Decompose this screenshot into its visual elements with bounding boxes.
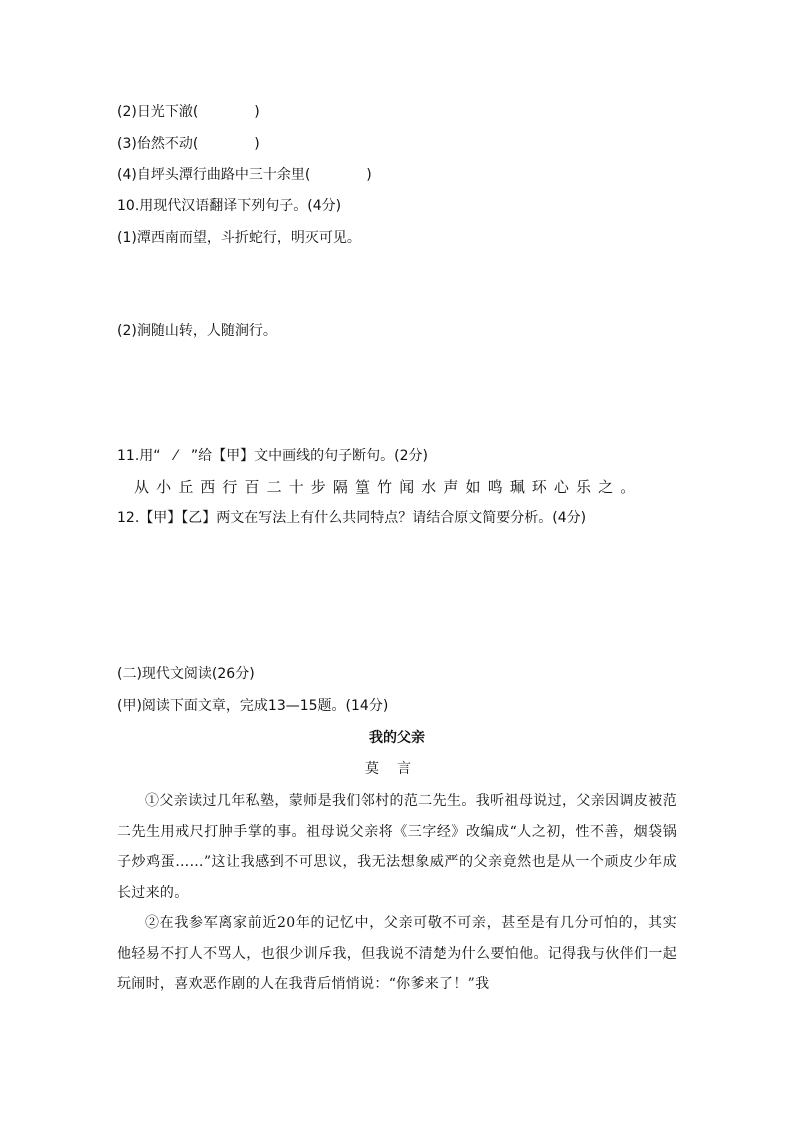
section-heading: (二)现代文阅读(26分): [117, 666, 255, 682]
question-10-item-1: (1)潭西南而望，斗折蛇行，明灭可见。: [117, 230, 361, 246]
question-10-prompt: 10.用现代汉语翻译下列句子。(4分): [117, 198, 342, 214]
section-subheading: (甲)阅读下面文章，完成13—15题。(14分): [117, 698, 389, 714]
article-paragraph-1: ①父亲读过几年私塾，蒙师是我们邻村的范二先生。我听祖母说过，父亲因调皮被范二先生用戒尺打肿手掌的事。祖母说父亲将《三字经》改编成“人之初，性不善，烟袋锅子炒鸡蛋……”这让我感到不可思议，我无法想象威严的父亲竟然也是从一个顽皮少年成长过来的。: [117, 793, 677, 901]
article-title: 我的父亲: [369, 730, 425, 746]
article-paragraph-2: ②在我参军离家前近20年的记忆中，父亲可敬不可亲，甚至是有几分可怕的，其实他轻易不打人不骂人，也很少训斥我，但我说不清楚为什么要怕他。记得我与伙伴们一起玩闹时，喜欢恶作剧的人在我背后悄悄说：“你爹来了！”我: [117, 915, 677, 992]
question-11-prompt: 11.用“ ⁄ ”给【甲】文中画线的句子断句。(2分): [117, 448, 428, 464]
question-9-item-3: (3)佁然不动( ): [117, 136, 260, 152]
question-9-item-4: (4)自坪头潭行曲路中三十余里( ): [117, 167, 372, 183]
article-author: 莫言: [365, 761, 429, 777]
question-9-item-2: (2)日光下澈( ): [117, 104, 260, 120]
question-10-item-2: (2)涧随山转，人随涧行。: [117, 323, 277, 339]
question-12-prompt: 12.【甲】【乙】两文在写法上有什么共同特点？请结合原文简要分析。(4分): [117, 510, 587, 526]
question-11-sentence: 从小丘西行百二十步隔篁竹闻水声如鸣珮环心乐之。: [134, 478, 643, 496]
